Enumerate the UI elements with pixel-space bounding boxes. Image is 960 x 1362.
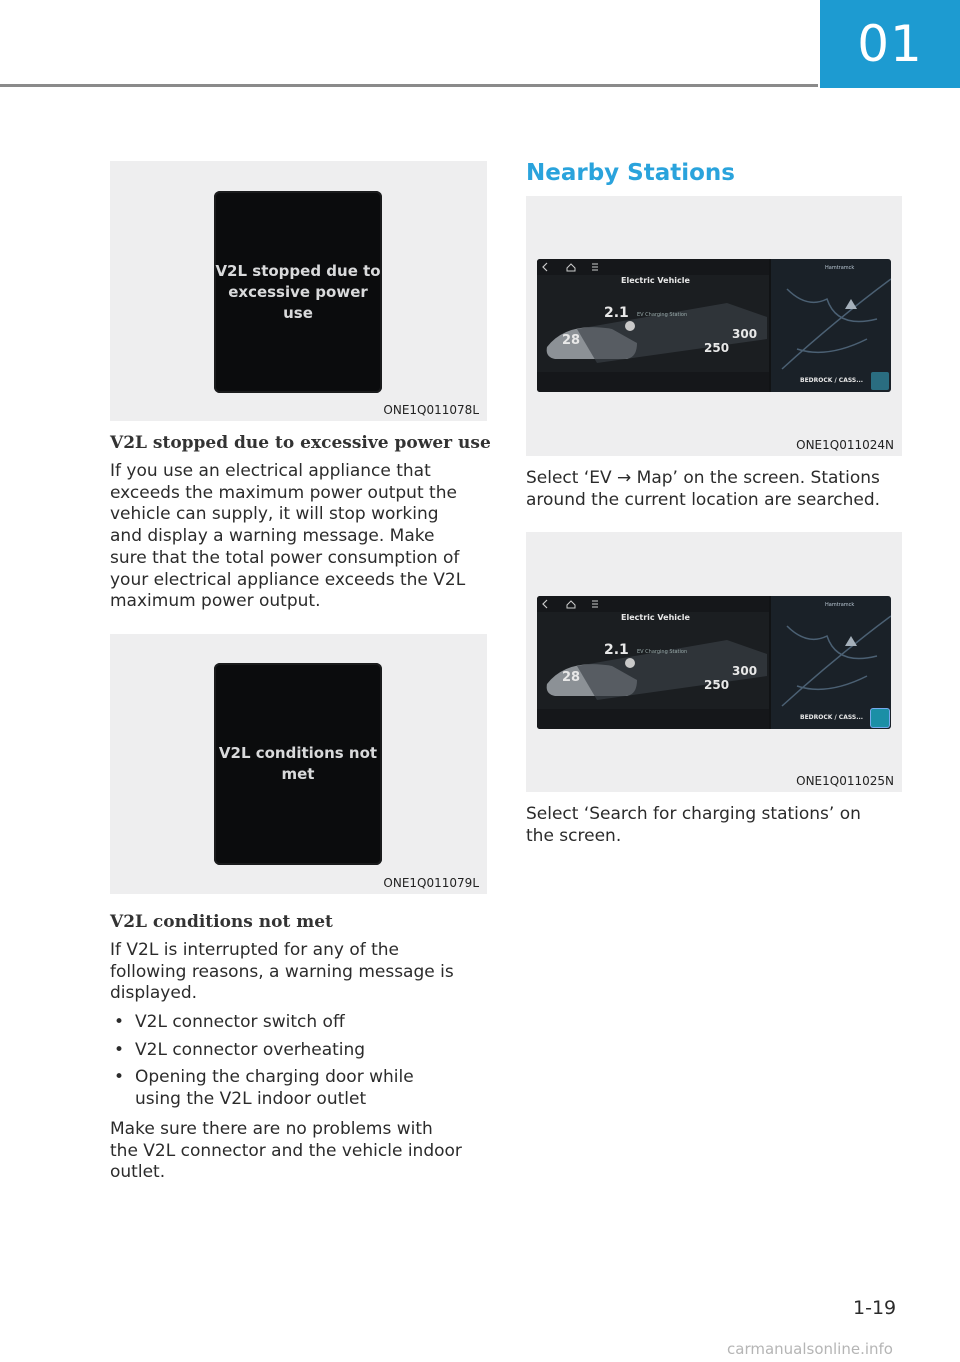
body-line: outlet. bbox=[110, 1162, 166, 1183]
figure-v2l-conditions bbox=[110, 634, 487, 894]
range-value: 300 bbox=[732, 327, 758, 341]
screen-bottombar bbox=[537, 709, 769, 729]
search-charging-stations-button[interactable] bbox=[871, 709, 889, 727]
destination-label: BEDROCK / CASS... bbox=[800, 714, 864, 721]
body-line: the V2L connector and the vehicle indoor bbox=[110, 1140, 462, 1161]
section-outro bbox=[110, 1119, 490, 1184]
destination-label: BEDROCK / CASS... bbox=[800, 377, 864, 384]
list-item bbox=[110, 1067, 490, 1110]
cluster-display bbox=[214, 191, 382, 393]
list-item bbox=[110, 1040, 490, 1062]
figure-ev-map bbox=[526, 196, 902, 456]
chapter-tab: 01 bbox=[820, 0, 960, 88]
figure-search-stations bbox=[526, 532, 902, 792]
figure-caption: ONE1Q011025N bbox=[796, 774, 894, 788]
section-title: Nearby Stations bbox=[526, 160, 735, 186]
distance-label: EV Charging Station bbox=[637, 312, 688, 318]
body-line: maximum power output. bbox=[110, 591, 321, 612]
section-intro bbox=[110, 940, 490, 1005]
watermark: carmanualsonline.info bbox=[727, 1340, 893, 1358]
distance-label: EV Charging Station bbox=[637, 649, 688, 655]
home-icon bbox=[567, 264, 575, 271]
infotainment-screen bbox=[537, 596, 891, 729]
range-value: 300 bbox=[732, 664, 758, 678]
menu-icon bbox=[592, 264, 598, 270]
map-label: Hamtramck bbox=[825, 265, 855, 271]
battery-value: 28 bbox=[562, 333, 581, 348]
charging-station-button[interactable] bbox=[871, 372, 889, 390]
step-text bbox=[526, 804, 906, 847]
body-line: around the current location are searched. bbox=[526, 489, 881, 510]
body-line: Make sure there are no problems with bbox=[110, 1119, 433, 1139]
cluster-message-line-1: V2L stopped due to bbox=[215, 261, 381, 280]
distance-value: 2.1 bbox=[604, 642, 629, 658]
figure-caption: ONE1Q011024N bbox=[796, 438, 894, 452]
body-line: If you use an electrical appliance that bbox=[110, 461, 431, 481]
back-icon bbox=[543, 263, 547, 271]
section-heading: V2L conditions not met bbox=[110, 912, 333, 932]
battery-value: 28 bbox=[562, 670, 581, 685]
map-label: Hamtramck bbox=[825, 602, 855, 608]
header-rule bbox=[0, 84, 818, 87]
cluster-display bbox=[214, 663, 382, 865]
body-line: displayed. bbox=[110, 983, 198, 1004]
body-line: the screen. bbox=[526, 825, 622, 846]
body-line: vehicle can supply, it will stop working bbox=[110, 504, 439, 525]
screen-bottombar bbox=[537, 372, 769, 392]
bullet-icon: • bbox=[114, 1012, 125, 1032]
bullet-icon: • bbox=[114, 1039, 125, 1060]
reason-list bbox=[110, 1012, 490, 1117]
bullet-icon: • bbox=[114, 1067, 125, 1088]
body-line: following reasons, a warning message is bbox=[110, 961, 454, 982]
list-item-text: V2L connector switch off bbox=[135, 1012, 345, 1032]
screen-title: Electric Vehicle bbox=[621, 276, 690, 285]
body-line: and display a warning message. Make bbox=[110, 526, 435, 547]
figure-caption: ONE1Q011079L bbox=[383, 876, 479, 890]
list-item-text: using the V2L indoor outlet bbox=[135, 1089, 367, 1110]
body-line: exceeds the maximum power output the bbox=[110, 482, 457, 503]
figure-caption: ONE1Q011078L bbox=[383, 403, 479, 417]
section-heading: V2L stopped due to excessive power use bbox=[110, 433, 491, 453]
distance-value: 2.1 bbox=[604, 305, 629, 321]
range-value: 250 bbox=[704, 678, 730, 692]
screen-title: Electric Vehicle bbox=[621, 613, 690, 622]
body-line: Select ‘Search for charging stations’ on bbox=[526, 804, 861, 824]
list-item-text: Opening the charging door while bbox=[135, 1067, 414, 1088]
section-body bbox=[110, 461, 490, 613]
step-text bbox=[526, 468, 906, 511]
body-line: Select ‘EV → Map’ on the screen. Stations bbox=[526, 468, 880, 488]
cluster-message: V2L conditions not met bbox=[218, 744, 378, 783]
infotainment-screen bbox=[537, 259, 891, 392]
body-line: your electrical appliance exceeds the V2L bbox=[110, 569, 466, 590]
body-line: If V2L is interrupted for any of the bbox=[110, 940, 400, 960]
figure-v2l-stopped bbox=[110, 161, 487, 421]
home-icon bbox=[567, 601, 575, 608]
menu-icon bbox=[592, 601, 598, 607]
back-icon bbox=[543, 600, 547, 608]
location-pin-icon bbox=[625, 658, 635, 668]
list-item bbox=[110, 1012, 490, 1034]
range-value: 250 bbox=[704, 341, 730, 355]
body-line: sure that the total power consumption of bbox=[110, 547, 460, 568]
page-number: 1-19 bbox=[853, 1297, 897, 1319]
cluster-message-line-2: excessive power use bbox=[228, 282, 368, 322]
list-item-text: V2L connector overheating bbox=[135, 1039, 366, 1060]
location-pin-icon bbox=[625, 321, 635, 331]
